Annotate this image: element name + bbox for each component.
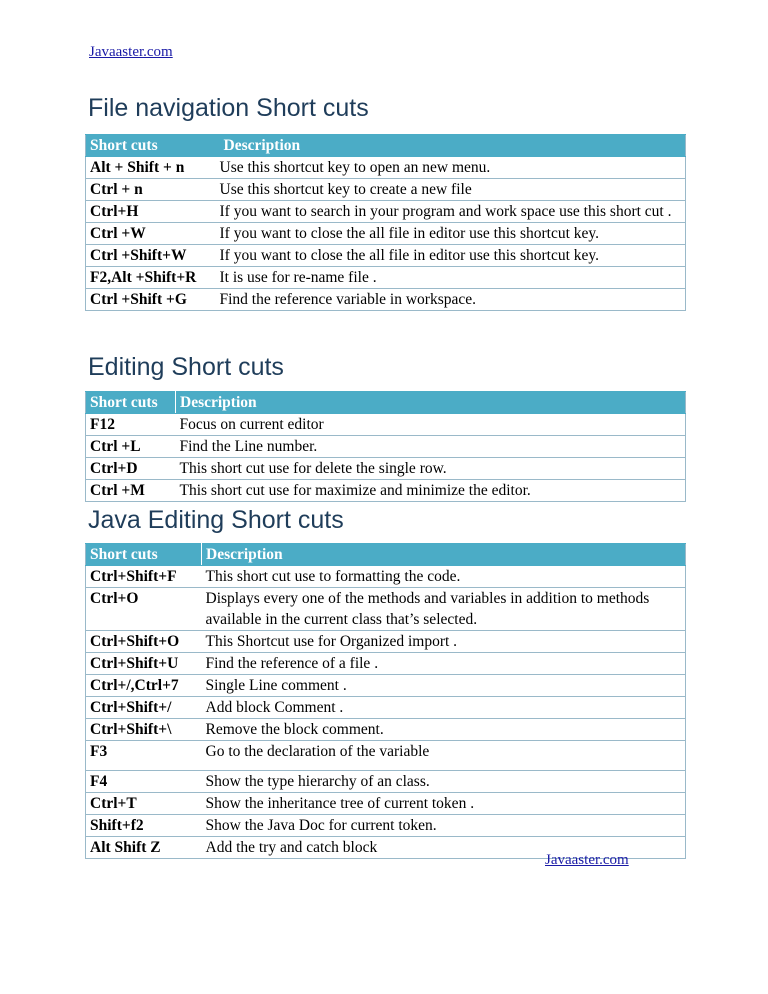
column-header-shortcuts: Short cuts (86, 392, 176, 414)
shortcut-key: Ctrl +Shift +G (86, 289, 216, 311)
shortcut-key: Shift+f2 (86, 815, 202, 837)
table-header-row (86, 135, 686, 157)
shortcut-key: Ctrl+O (86, 588, 202, 631)
table-header-row (86, 544, 686, 566)
java-editing-table (85, 543, 686, 859)
section-heading-java-editing: Java Editing Short cuts (88, 506, 344, 534)
table-row (86, 793, 686, 815)
shortcut-description: Find the reference of a file . (202, 653, 686, 675)
table-row (86, 245, 686, 267)
table-row (86, 771, 686, 793)
table-header-row (86, 392, 686, 414)
table-row (86, 267, 686, 289)
shortcut-description: Show the inheritance tree of current token . (202, 793, 686, 815)
table-row (86, 697, 686, 719)
table-row (86, 480, 686, 502)
shortcut-description: If you want to close the all file in editor use this shortcut key. (216, 245, 686, 267)
shortcut-key: Alt Shift Z (86, 837, 202, 859)
shortcut-key: F4 (86, 771, 202, 793)
table-row (86, 436, 686, 458)
column-header-description: Description (216, 135, 686, 157)
footer-link[interactable]: Javaaster.com (545, 852, 629, 868)
column-header-description: Description (202, 544, 686, 566)
shortcut-key: Ctrl +M (86, 480, 176, 502)
shortcut-key: Ctrl + n (86, 179, 216, 201)
header-link[interactable]: Javaaster.com (89, 44, 173, 60)
shortcut-key: Ctrl+Shift+O (86, 631, 202, 653)
section-heading-file-navigation: File navigation Short cuts (88, 94, 369, 122)
table-row (86, 201, 686, 223)
column-header-description: Description (176, 392, 686, 414)
shortcut-description: Show the type hierarchy of an class. (202, 771, 686, 793)
table-row (86, 631, 686, 653)
shortcut-description: This short cut use for maximize and minimize the editor. (176, 480, 686, 502)
shortcut-key: Ctrl+T (86, 793, 202, 815)
shortcut-key: Ctrl+Shift+\ (86, 719, 202, 741)
table-row (86, 289, 686, 311)
shortcut-key: Ctrl+D (86, 458, 176, 480)
table-row (86, 741, 686, 771)
shortcut-key: Ctrl+Shift+U (86, 653, 202, 675)
table-row (86, 653, 686, 675)
shortcut-key: Alt + Shift + n (86, 157, 216, 179)
shortcut-key: Ctrl+/,Ctrl+7 (86, 675, 202, 697)
shortcut-description: Find the Line number. (176, 436, 686, 458)
shortcut-description: If you want to search in your program and work space use this short cut . (216, 201, 686, 223)
shortcut-key: F2,Alt +Shift+R (86, 267, 216, 289)
file-navigation-table (85, 134, 686, 311)
shortcut-description: This Shortcut use for Organized import . (202, 631, 686, 653)
shortcut-description: If you want to close the all file in editor use this shortcut key. (216, 223, 686, 245)
shortcut-key: Ctrl+Shift+F (86, 566, 202, 588)
shortcut-description: Focus on current editor (176, 414, 686, 436)
shortcut-key: Ctrl +Shift+W (86, 245, 216, 267)
table-row (86, 179, 686, 201)
table-row (86, 566, 686, 588)
table-row (86, 223, 686, 245)
shortcut-key: Ctrl +L (86, 436, 176, 458)
table-row (86, 588, 686, 631)
section-heading-editing: Editing Short cuts (88, 353, 284, 381)
shortcut-description: It is use for re-name file . (216, 267, 686, 289)
table-row (86, 719, 686, 741)
table-row (86, 458, 686, 480)
shortcut-description: Displays every one of the methods and variables in addition to methods available in the current class that’s selected. (202, 588, 686, 631)
shortcut-description: Use this shortcut key to open an new menu. (216, 157, 686, 179)
shortcut-description: Single Line comment . (202, 675, 686, 697)
shortcut-key: Ctrl+Shift+/ (86, 697, 202, 719)
shortcut-description: Use this shortcut key to create a new file (216, 179, 686, 201)
shortcut-description: Go to the declaration of the variable (202, 741, 686, 771)
shortcut-description: This short cut use for delete the single row. (176, 458, 686, 480)
shortcut-description: Remove the block comment. (202, 719, 686, 741)
shortcut-description: This short cut use to formatting the code. (202, 566, 686, 588)
shortcut-description: Add block Comment . (202, 697, 686, 719)
shortcut-description: Add the try and catch block (202, 837, 686, 859)
shortcut-key: Ctrl+H (86, 201, 216, 223)
table-row (86, 414, 686, 436)
shortcut-key: Ctrl +W (86, 223, 216, 245)
shortcut-key: F3 (86, 741, 202, 771)
shortcut-description: Find the reference variable in workspace. (216, 289, 686, 311)
table-row (86, 157, 686, 179)
shortcut-description: Show the Java Doc for current token. (202, 815, 686, 837)
shortcut-key: F12 (86, 414, 176, 436)
editing-table (85, 391, 686, 502)
column-header-shortcuts: Short cuts (86, 135, 216, 157)
table-row (86, 815, 686, 837)
table-row (86, 675, 686, 697)
column-header-shortcuts: Short cuts (86, 544, 202, 566)
